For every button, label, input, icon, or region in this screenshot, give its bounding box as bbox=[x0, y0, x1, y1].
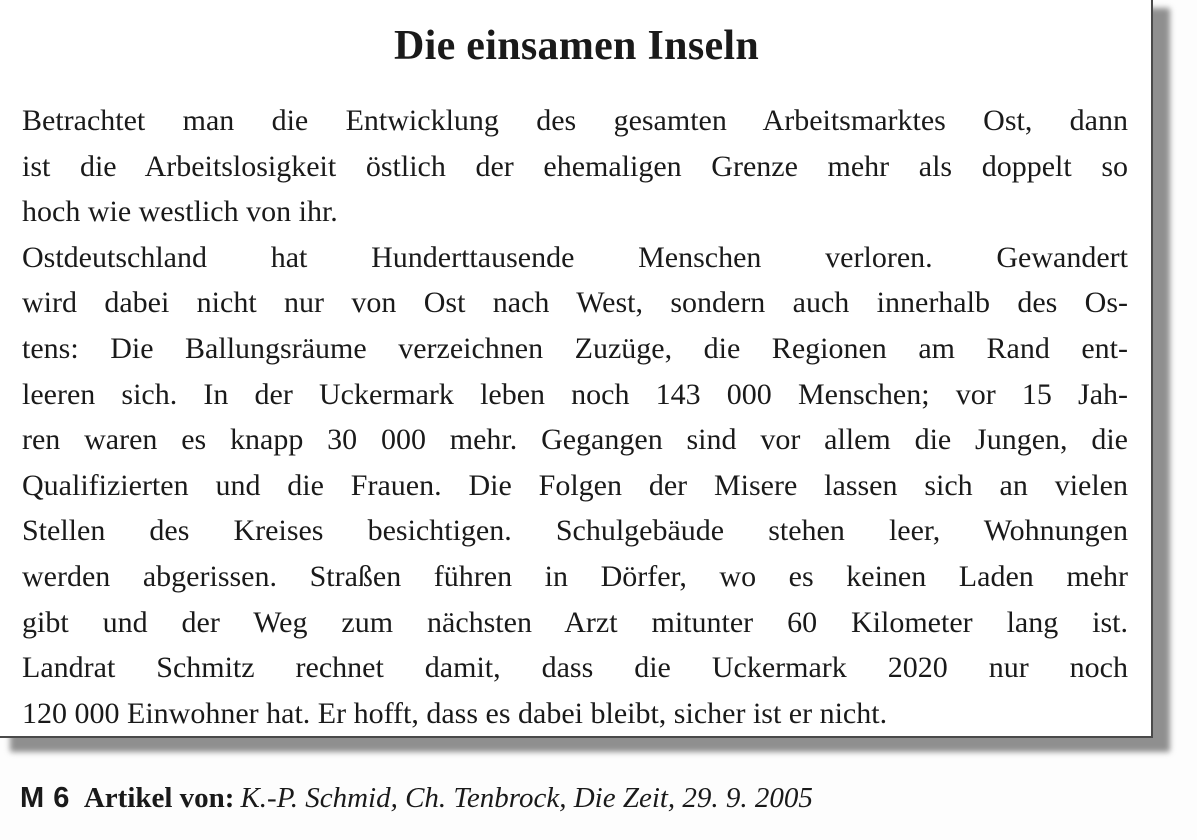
article-line: werden abgerissen. Straßen führen in Dörfer, wo es keinen Laden mehr bbox=[22, 559, 1128, 593]
source-prefix: Artikel von: bbox=[83, 782, 235, 814]
article-line: ren waren es knapp 30 000 mehr. Gegangen sind vor allem die Jungen, die bbox=[22, 423, 1128, 457]
article-line: Stellen des Kreises besichtigen. Schulgebäude stehen leer, Wohnungen bbox=[22, 514, 1128, 548]
article-line: tens: Die Ballungsräume verzeichnen Zuzüge, die Regionen am Rand ent- bbox=[22, 331, 1128, 365]
article-line: Landrat Schmitz rechnet damit, dass die Uckermark 2020 nur noch bbox=[22, 651, 1128, 685]
article-line: 120 000 Einwohner hat. Er hofft, dass es dabei bleibt, sicher ist er nicht. bbox=[22, 696, 888, 730]
article-line: leeren sich. In der Uckermark leben noch 143 000 Menschen; vor 15 Jah- bbox=[22, 377, 1128, 411]
source-citation: K.-P. Schmid, Ch. Tenbrock, Die Zeit, 29. 9. 2005 bbox=[240, 782, 813, 814]
article-line: Betrachtet man die Entwicklung des gesamten Arbeitsmarktes Ost, dann bbox=[22, 104, 1128, 137]
article-line: Ostdeutschland hat Hunderttausende Menschen verloren. Gewandert bbox=[22, 240, 1128, 274]
article-line: Qualifizierten und die Frauen. Die Folgen der Misere lassen sich an vielen bbox=[22, 468, 1128, 502]
article-title: Die einsamen Inseln bbox=[393, 23, 760, 69]
article-line: ist die Arbeitslosigkeit östlich der ehemaligen Grenze mehr als doppelt so bbox=[22, 149, 1128, 183]
article-line: gibt und der Weg zum nächsten Arzt mitunter 60 Kilometer lang ist. bbox=[22, 605, 1128, 639]
article-body bbox=[22, 98, 1128, 736]
article-line: wird dabei nicht nur von Ost nach West, sondern auch innerhalb des Os- bbox=[22, 286, 1128, 320]
article-line: hoch wie westlich von ihr. bbox=[22, 195, 338, 229]
source-caption bbox=[20, 778, 813, 818]
material-label: M 6 bbox=[20, 782, 70, 814]
